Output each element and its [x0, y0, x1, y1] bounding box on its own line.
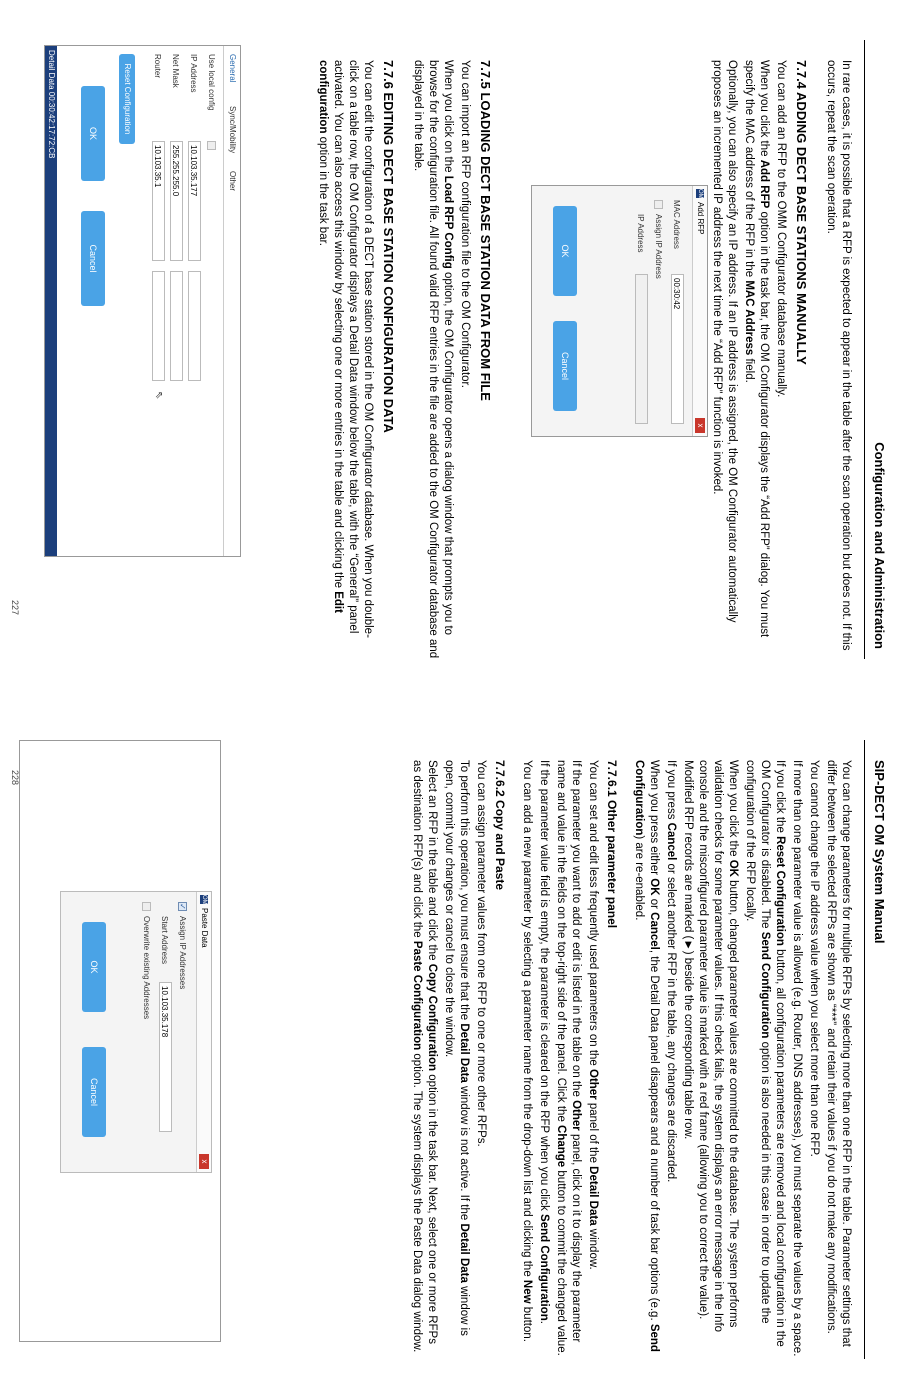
ok-button[interactable]: OK: [553, 206, 577, 296]
paragraph: You can import an RFP configuration file to the OM Configurator.: [459, 60, 471, 388]
net-mask-extra-field[interactable]: [170, 271, 183, 381]
ip-address-extra-field[interactable]: [188, 271, 201, 381]
paragraph: Select an RFP in the table and click the Copy Configuration option in the task bar. Next, select one or more RFPs as destination RFP(s) and click the Paste Configuration option. The system displays the Paste Data dialog window.: [411, 760, 438, 1353]
om-logo-icon: OM: [201, 895, 207, 905]
page-header: SIP-DECT OM System Manual: [864, 740, 887, 1359]
paragraph: You can change parameters for multiple RFPs by selecting more than one RFP in the table. Parameter settings that differ between the selected RFPs are shown as “***” and retain their values if you do not make any modifications.: [825, 760, 852, 1347]
om-logo-icon: OM: [697, 189, 703, 199]
intro-paragraph: In rare cases, it is possible that a RFP is expected to appear in the table after the scan operation but does not. If this occurs, repeat the scan operation.: [825, 60, 852, 651]
start-address-field[interactable]: 10.103.35.178: [159, 982, 172, 1132]
paragraph: When you click the Add RFP option in the task bar, the OM Configurator displays the “Add RFP” dialog. You must specify the MAC address of the RFP in the MAC Address field.: [743, 60, 770, 638]
close-icon[interactable]: x: [695, 418, 705, 433]
close-icon[interactable]: x: [199, 1154, 209, 1169]
page-header: Configuration and Administration: [864, 40, 887, 659]
section-title-7-7-5: 7.7.5 LOADING DECT BASE STATION DATA FROM FILE: [478, 60, 493, 401]
assign-ip-checkbox[interactable]: [654, 200, 663, 209]
cancel-button[interactable]: Cancel: [81, 211, 105, 306]
paragraph: You can add a new parameter by selecting a parameter name from the drop-down list and clicking the New button.: [521, 760, 533, 1342]
ip-address-label: IP Address: [189, 54, 198, 93]
page-227: [0, 0, 901, 699]
dialog-title-bar: [196, 892, 211, 1172]
use-local-config-label: Use local config: [207, 54, 216, 111]
tab-other[interactable]: Other: [228, 171, 237, 192]
section-title-7-7-6-1: 7.7.6.1 Other parameter panel: [605, 760, 619, 929]
paragraph: You can assign parameter values from one RFP to one or more other RFPs.: [475, 760, 487, 1147]
paragraph: You cannot change the IP address value when you select more than one RFP.: [808, 760, 820, 1157]
tab-bar: [223, 46, 240, 556]
mac-address-field[interactable]: 00:30:42: [671, 274, 684, 424]
section-title-7-7-6-2: 7.7.6.2 Copy and Paste: [493, 760, 507, 891]
assign-ip-label: Assign IP Addresses: [178, 916, 187, 990]
ok-button[interactable]: OK: [82, 922, 106, 1012]
page-228: [0, 700, 901, 1399]
paragraph: If you click the Reset Configuration button, all configuration parameters are removed and local configuration in the OM Configurator is disabled. The Send Configuration option is also needed in this case in order to update the configuration of the RFP locally.: [744, 760, 786, 1347]
assign-ip-checkbox[interactable]: ✓: [178, 903, 187, 910]
dialog-title: Paste Data: [200, 908, 209, 948]
cursor-icon: ⇖: [153, 391, 164, 400]
dialog-title: Add RFP: [696, 202, 705, 235]
router-label: Router: [153, 54, 162, 79]
paragraph: If the parameter you want to add or edit is listed in the table on the Other panel, click on it to display the parameter name and value in the fields on the top-right side of the panel. Click the Change button to commit the changed value.: [555, 760, 582, 1356]
page-number: 227: [10, 600, 20, 616]
ip-address-label: IP Address: [636, 214, 645, 253]
paragraph: When you press either OK or Cancel, the Detail Data panel disappears and a number of task bar options (e.g. Send Configuration) are re-enabled.: [633, 760, 660, 1352]
paste-dialog-window: [60, 891, 212, 1173]
tab-sync-mobility[interactable]: Sync/Mobility: [228, 106, 237, 154]
overwrite-label: Overwrite existing Addresses: [142, 916, 151, 1020]
section-title-7-7-6: 7.7.6 EDITING DECT BASE STATION CONFIGURATION DATA: [381, 60, 396, 433]
net-mask-label: Net Mask: [171, 54, 180, 88]
use-local-config-checkbox[interactable]: [207, 141, 216, 150]
router-field[interactable]: 10.103.35.1: [152, 141, 165, 261]
ip-address-field[interactable]: 10.103.35.177: [188, 141, 201, 261]
ip-address-field[interactable]: [635, 274, 648, 424]
paragraph: When you click on the Load RFP Config option, the OM Configurator opens a dialog window that prompts you to browse for the configuration file. All found valid RFP entries in the file are added to the OM Configurator database and displayed in the table.: [412, 60, 454, 659]
paragraph: You can add an RFP to the OMM Configurator database manually.: [775, 60, 787, 398]
add-rfp-dialog: [531, 185, 708, 437]
overwrite-checkbox[interactable]: [142, 902, 151, 911]
paragraph: If more than one parameter value is allowed (e.g. Router, DNS addresses), you must separate the values by a space.: [791, 760, 803, 1357]
section-title-7-7-4: 7.7.4 ADDING DECT BASE STATIONS MANUALLY: [794, 60, 809, 365]
mac-address-label: MAC Address: [672, 200, 681, 249]
detail-data-footer: Detail Data 00:30:42:17:72:CB: [45, 46, 57, 556]
tab-general[interactable]: General: [228, 54, 237, 83]
page-number: 228: [10, 770, 20, 786]
page-content: [407, 760, 853, 1359]
start-address-label: Start Address: [160, 916, 169, 965]
paragraph: You can edit the configuration of a DECT base station stored in the OM Configurator database. When you double-click on a table row, the OM Configurator displays a Detail Data window below the table, with the “General” panel activated. You can also access this window by selecting one or more entries in the table and clicking the Edit configuration option in the task bar.: [317, 60, 374, 638]
assign-ip-label: Assign IP Address: [654, 214, 663, 279]
paragraph: Optionally, you can also specify an IP address. If an IP address is assigned, the OM Configurator automatically proposes an incremented IP address the next time the “Add RFP” function is invoked.: [711, 60, 738, 623]
detail-data-dialog: [44, 45, 241, 557]
reset-configuration-button[interactable]: Reset Configuration: [119, 54, 135, 144]
cancel-button[interactable]: Cancel: [553, 321, 577, 411]
router-extra-field[interactable]: [152, 271, 165, 381]
net-mask-field[interactable]: 255.255.255.0: [170, 141, 183, 261]
paragraph: You can set and edit less frequently used parameters on the Other panel of the Detail Data window.: [587, 760, 599, 1270]
cancel-button[interactable]: Cancel: [82, 1047, 106, 1137]
paste-data-dialog: [19, 740, 221, 1342]
ok-button[interactable]: OK: [81, 86, 105, 181]
paragraph: To perform this operation, you must ensure that the Detail Data window is not active. If the Detail Data window is open, commit your changes or cancel to close the window.: [443, 760, 470, 1336]
dialog-title-bar: [692, 186, 707, 436]
paragraph: If the parameter value field is empty, the parameter is cleared on the RFP when you click Send Configuration.: [538, 760, 550, 1324]
paragraph: If you press Cancel or select another RFP in the table, any changes are discarded.: [665, 760, 677, 1183]
paragraph: When you click the OK button, changed parameter values are committed to the database. The system performs validation checks for some parameter values. If this check fails, the system displays an error message in the Info console and the misconfigured parameter value is marked with a red frame (allowing you to correct the value). Modified RFP records are marked (►) beside the corresponding table row.: [682, 760, 739, 1333]
